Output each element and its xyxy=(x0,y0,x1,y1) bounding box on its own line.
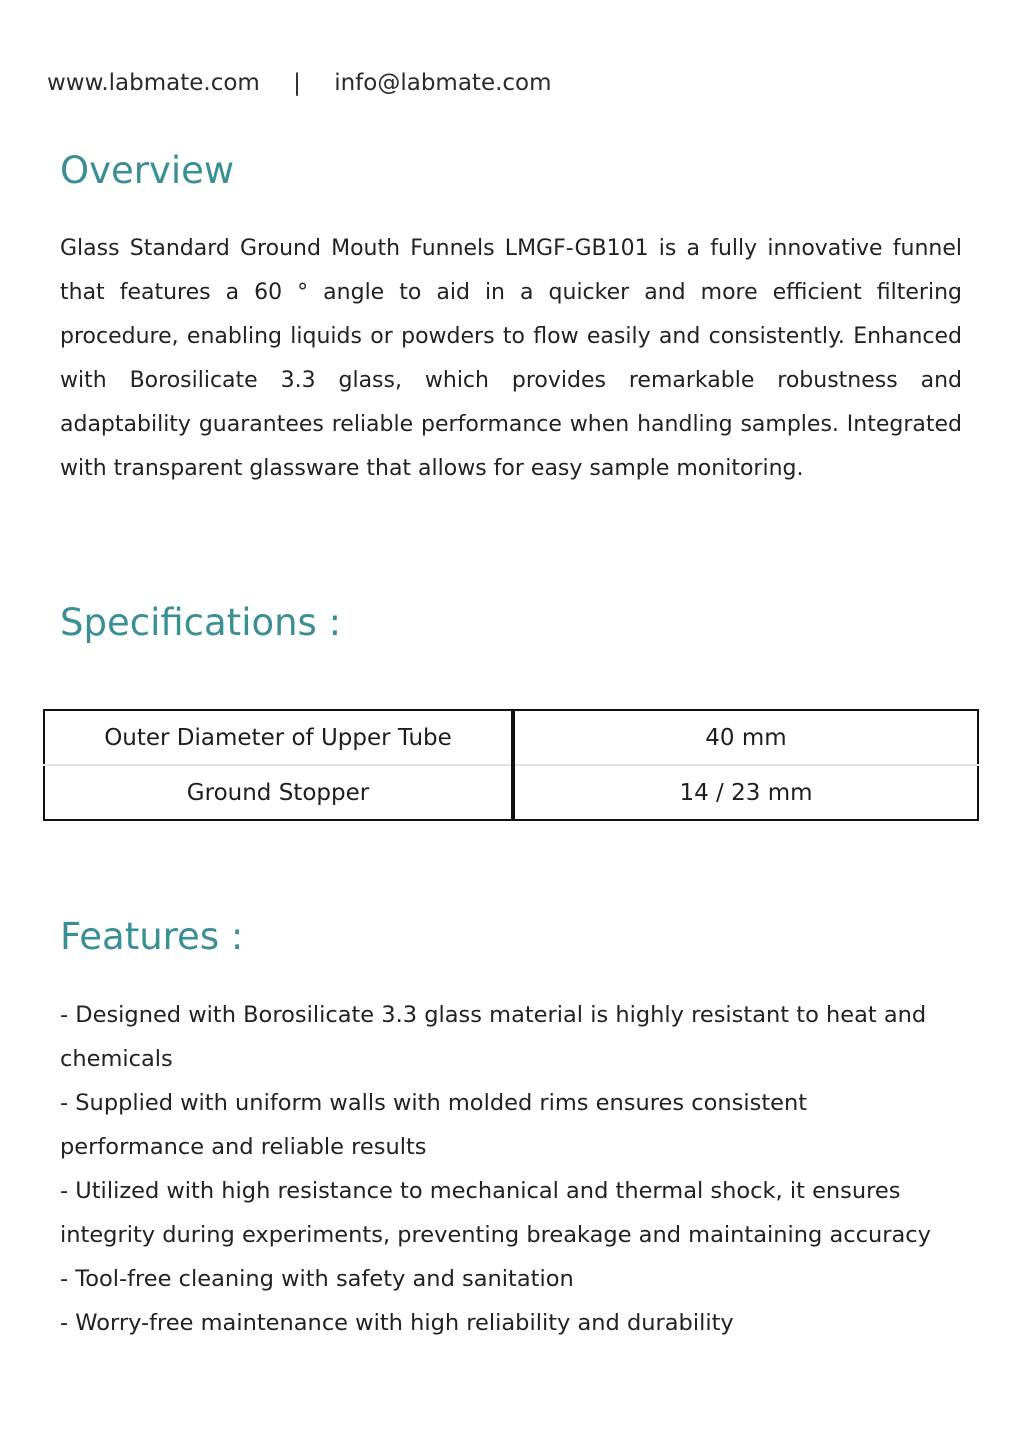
features-list xyxy=(60,993,940,1345)
list-item: - Worry-free maintenance with high reliability and durability xyxy=(60,1310,734,1336)
website-link[interactable]: www.labmate.com xyxy=(47,70,260,96)
list-item: - Designed with Borosilicate 3.3 glass material is highly resistant to heat and chemicals xyxy=(60,1002,927,1072)
specifications-heading: Specifications : xyxy=(60,601,342,644)
list-item: - Tool-free cleaning with safety and sanitation xyxy=(60,1266,574,1292)
spec-label: Ground Stopper xyxy=(44,765,513,820)
spec-value: 14 / 23 mm xyxy=(513,765,978,820)
specifications-table xyxy=(43,709,979,821)
contact-bar xyxy=(47,70,552,96)
email-link[interactable]: info@labmate.com xyxy=(334,70,552,96)
overview-paragraph: Glass Standard Ground Mouth Funnels LMGF-GB101 is a fully innovative funnel that features a 60 ° angle to aid in a quicker and more efficient filtering procedure, enabling liquids or powders to flow easily and consistently. Enhanced with Borosilicate 3.3 glass, which provides remarkable robustness and adaptability guarantees reliable performance when handling samples. Integrated with transparent glassware that allows for easy sample monitoring. xyxy=(60,236,962,481)
features-heading: Features : xyxy=(60,915,244,958)
list-item: - Utilized with high resistance to mechanical and thermal shock, it ensures integrity during experiments, preventing breakage and maintaining accuracy xyxy=(60,1178,931,1248)
list-item: - Supplied with uniform walls with molded rims ensures consistent performance and reliable results xyxy=(60,1090,808,1160)
overview-heading: Overview xyxy=(60,149,235,192)
spec-value: 40 mm xyxy=(513,710,978,765)
table-row xyxy=(44,765,978,820)
spec-label: Outer Diameter of Upper Tube xyxy=(44,710,513,765)
table-row xyxy=(44,710,978,765)
contact-separator: | xyxy=(293,70,301,96)
